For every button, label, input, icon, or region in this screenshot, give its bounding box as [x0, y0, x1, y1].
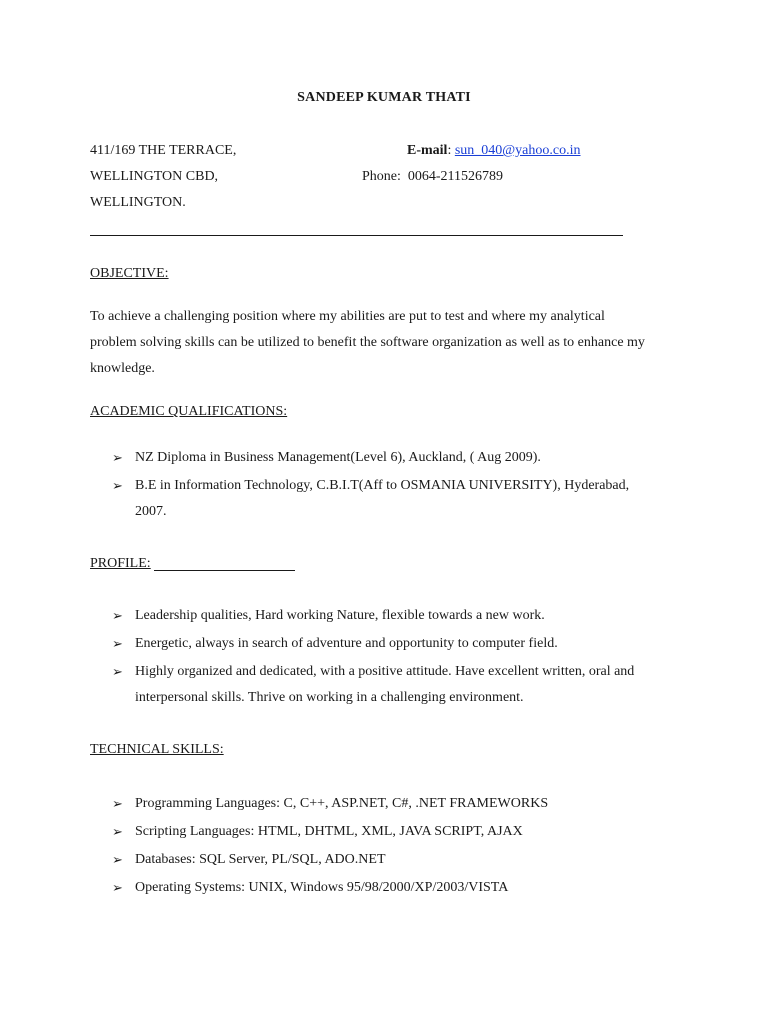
phone-label: Phone:: [362, 169, 401, 184]
objective-line-3: knowledge.: [90, 361, 155, 376]
bullet-arrow-icon: ➢: [112, 608, 123, 623]
bullet-arrow-icon: ➢: [112, 880, 123, 895]
phone-number: 0064-211526789: [407, 169, 504, 184]
technical-skills-heading: TECHNICAL SKILLS:: [90, 742, 224, 757]
bullet-arrow-icon: ➢: [112, 824, 123, 839]
profile-item-text: Highly organized and dedicated, with a positive attitude. Have excellent written, oral and: [135, 664, 635, 679]
address-line-3: WELLINGTON.: [90, 195, 186, 210]
bullet-arrow-icon: ➢: [112, 636, 123, 651]
bullet-arrow-icon: ➢: [112, 450, 123, 465]
bullet-arrow-icon: ➢: [112, 796, 123, 811]
profile-item-text: Leadership qualities, Hard working Nature, flexible towards a new work.: [135, 608, 545, 623]
academic-item-text: B.E in Information Technology, C.B.I.T(Aff to OSMANIA UNIVERSITY), Hyderabad,: [135, 478, 630, 493]
phone-row: [362, 169, 503, 185]
email-separator: :: [447, 143, 455, 158]
candidate-name: SANDEEP KUMAR THATI: [297, 90, 471, 105]
profile-heading: PROFILE:: [90, 556, 151, 571]
profile-item-text: Energetic, always in search of adventure and opportunity to computer field.: [135, 636, 558, 651]
technical-item-text: Scripting Languages: HTML, DHTML, XML, JAVA SCRIPT, AJAX: [135, 824, 523, 839]
profile-heading-underline: [154, 570, 295, 571]
academic-item-text: NZ Diploma in Business Management(Level 6), Auckland, ( Aug 2009).: [135, 450, 541, 465]
objective-line-2: problem solving skills can be utilized to benefit the software organization as well as to enhance my: [90, 335, 645, 350]
address-line-1: 411/169 THE TERRACE,: [90, 143, 237, 158]
address-line-2: WELLINGTON CBD,: [90, 169, 219, 184]
bullet-arrow-icon: ➢: [112, 664, 123, 679]
bullet-arrow-icon: ➢: [112, 852, 123, 867]
email-row: [407, 143, 581, 159]
technical-item-text: Operating Systems: UNIX, Windows 95/98/2000/XP/2003/VISTA: [135, 880, 509, 895]
email-link[interactable]: sun_040@yahoo.co.in: [454, 143, 581, 158]
academic-heading: ACADEMIC QUALIFICATIONS:: [90, 404, 288, 419]
bullet-arrow-icon: ➢: [112, 478, 123, 493]
profile-item-continuation: interpersonal skills. Thrive on working in a challenging environment.: [135, 690, 524, 705]
technical-item-text: Programming Languages: C, C++, ASP.NET, C#, .NET FRAMEWORKS: [135, 796, 549, 811]
technical-item-text: Databases: SQL Server, PL/SQL, ADO.NET: [135, 852, 386, 867]
academic-item-continuation: 2007.: [135, 504, 167, 519]
header-divider: [90, 235, 623, 236]
objective-line-1: To achieve a challenging position where my abilities are put to test and where my analytical: [90, 309, 605, 324]
email-label: E-mail: [407, 143, 448, 158]
objective-heading: OBJECTIVE:: [90, 266, 169, 281]
